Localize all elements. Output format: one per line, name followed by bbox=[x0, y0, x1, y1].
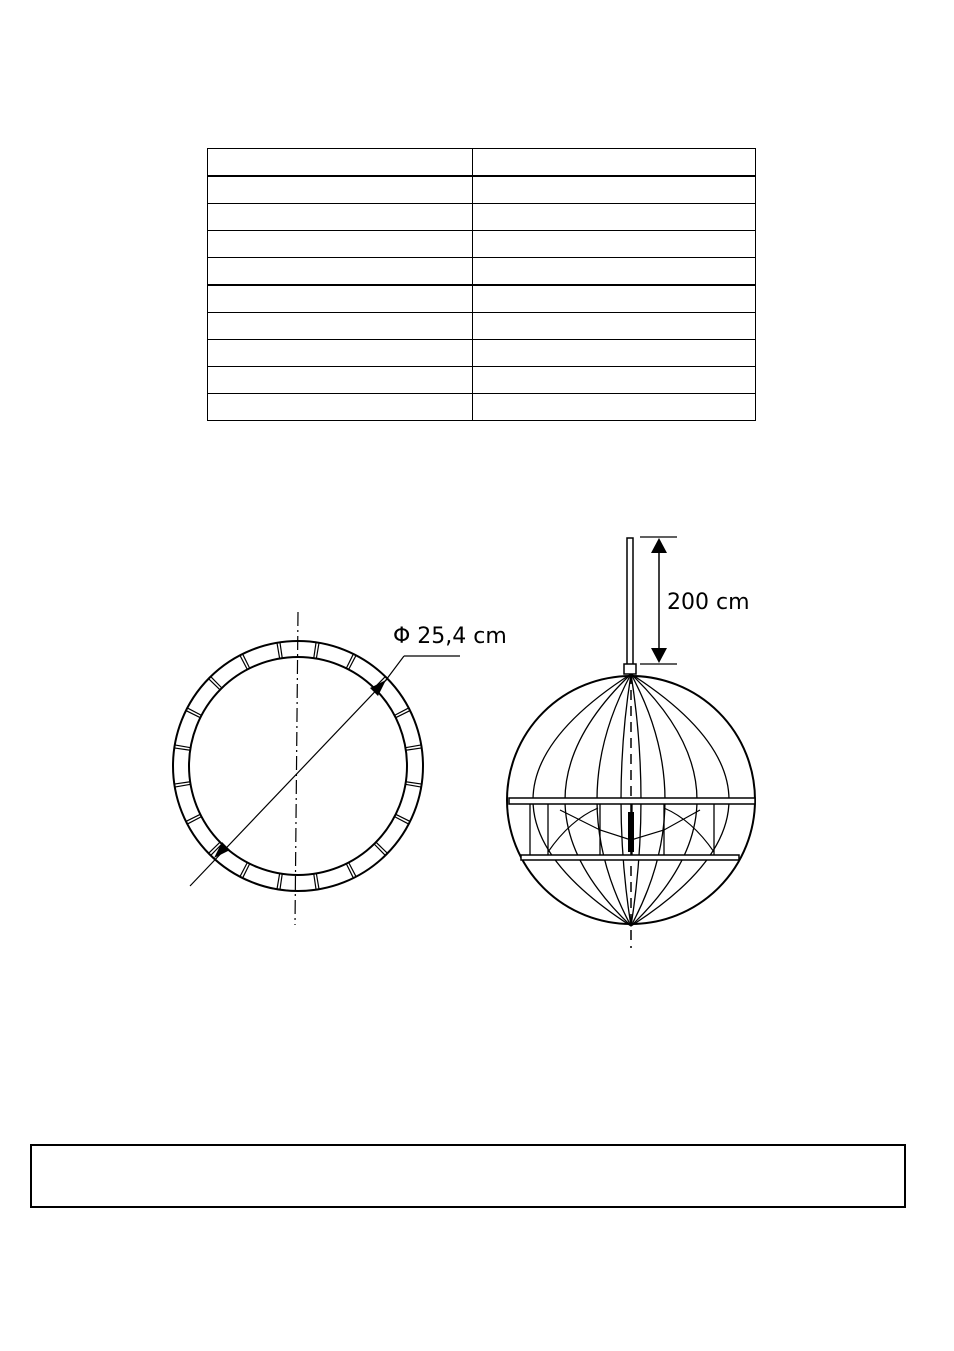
table-cell bbox=[208, 285, 473, 313]
dimension-arrow-up bbox=[651, 538, 667, 553]
table-cell bbox=[208, 204, 473, 231]
ring-segment-mark bbox=[280, 874, 282, 890]
note-box bbox=[30, 1144, 906, 1208]
ring-segment-mark bbox=[406, 748, 422, 750]
ring-segment-mark bbox=[175, 784, 191, 787]
ring-segment-mark bbox=[405, 784, 421, 787]
lower-mounting-ring bbox=[521, 855, 739, 860]
table-cell bbox=[473, 204, 756, 231]
table-row bbox=[208, 285, 756, 313]
ring-segment-mark bbox=[280, 642, 282, 658]
table-cell bbox=[208, 313, 473, 340]
ring-segment-mark bbox=[277, 643, 280, 659]
table-row bbox=[208, 394, 756, 421]
table-cell bbox=[208, 394, 473, 421]
top-view-outer-ring bbox=[173, 641, 423, 891]
ring-segment-mark bbox=[316, 643, 319, 659]
cable-length-label: 200 cm bbox=[667, 590, 750, 615]
ceiling-connector bbox=[624, 664, 636, 674]
top-view-center-line bbox=[295, 612, 298, 925]
table-cell bbox=[473, 340, 756, 367]
ring-segment-mark bbox=[277, 873, 280, 889]
table-cell bbox=[473, 394, 756, 421]
table-cell bbox=[473, 285, 756, 313]
ring-segment-mark bbox=[174, 782, 190, 784]
spec-table bbox=[207, 148, 756, 421]
top-view bbox=[173, 612, 507, 925]
table-cell bbox=[208, 367, 473, 394]
ring-segment-mark bbox=[406, 782, 422, 784]
table-cell bbox=[473, 149, 756, 177]
table-row bbox=[208, 258, 756, 286]
table-row bbox=[208, 340, 756, 367]
table-row bbox=[208, 231, 756, 258]
lamp-technical-drawing bbox=[0, 500, 954, 970]
ring-segment-mark bbox=[314, 874, 316, 890]
table-cell bbox=[208, 176, 473, 204]
table-cell bbox=[208, 258, 473, 286]
table-cell bbox=[208, 340, 473, 367]
table-row bbox=[208, 149, 756, 177]
side-view bbox=[507, 537, 755, 948]
frame-center-socket bbox=[628, 812, 634, 852]
ring-segment-mark bbox=[314, 642, 316, 658]
table-row bbox=[208, 313, 756, 340]
diameter-label: Φ 25,4 cm bbox=[393, 624, 507, 649]
table-cell bbox=[208, 149, 473, 177]
suspension-cable bbox=[627, 538, 633, 665]
top-view-segment-marks bbox=[174, 642, 421, 889]
ring-segment-mark bbox=[405, 745, 421, 748]
diameter-leader-line bbox=[386, 656, 404, 680]
dimension-arrow-down bbox=[651, 648, 667, 663]
table-cell bbox=[473, 258, 756, 286]
ring-segment-mark bbox=[316, 873, 319, 889]
upper-mounting-ring bbox=[509, 798, 755, 804]
ring-segment-mark bbox=[174, 748, 190, 750]
table-cell bbox=[473, 176, 756, 204]
table-cell bbox=[208, 231, 473, 258]
table-row bbox=[208, 367, 756, 394]
table-cell bbox=[473, 231, 756, 258]
table-row bbox=[208, 176, 756, 204]
ring-segment-mark bbox=[175, 745, 191, 748]
table-cell bbox=[473, 313, 756, 340]
table-row bbox=[208, 204, 756, 231]
table-cell bbox=[473, 367, 756, 394]
